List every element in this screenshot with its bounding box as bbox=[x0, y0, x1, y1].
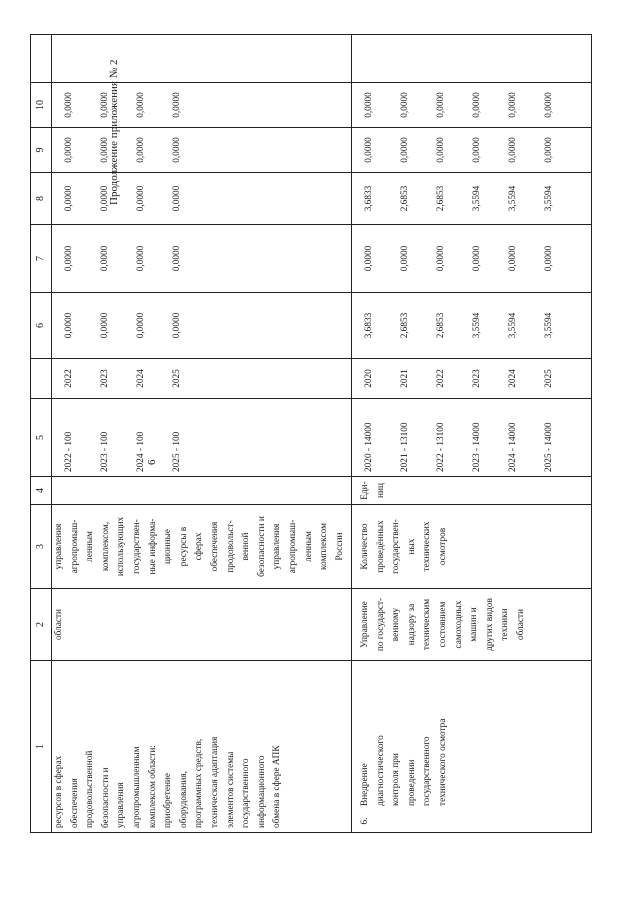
row-number: 6. bbox=[360, 817, 370, 825]
target-values-cell bbox=[52, 399, 352, 477]
page-number: 6 bbox=[146, 459, 158, 465]
header-cell: 3 bbox=[31, 505, 52, 589]
text-line: машин и bbox=[469, 607, 480, 642]
text-line: государствен- bbox=[131, 519, 142, 574]
text-line: государствен- bbox=[391, 519, 402, 574]
text-line: обмена в сфере АПК bbox=[272, 745, 283, 828]
text-line: техники bbox=[500, 608, 511, 641]
text-line: агропромыш- bbox=[287, 519, 298, 574]
text-line: комплексом области: bbox=[147, 745, 158, 828]
amount-value: 3,5594 bbox=[472, 185, 483, 212]
header-cell: 9 bbox=[31, 128, 52, 173]
unit-cell bbox=[352, 477, 592, 505]
text-line: обеспечения bbox=[69, 778, 80, 828]
text-line: техническим bbox=[422, 598, 433, 651]
amount-value: 0,0000 bbox=[64, 245, 75, 272]
text-line: сферах bbox=[194, 532, 205, 561]
amount-value: 0,0000 bbox=[136, 92, 147, 118]
amount-value: 0,0000 bbox=[172, 245, 183, 272]
amount-value: 2,6853 bbox=[436, 185, 447, 212]
amount-value: 0,0000 bbox=[172, 92, 183, 118]
target-value: 2023 - 100 bbox=[100, 431, 111, 472]
text-line: области bbox=[54, 608, 64, 641]
amount-value: 0,0000 bbox=[100, 137, 111, 163]
text-line: технического осмотра bbox=[437, 718, 448, 806]
amount-value: 0,0000 bbox=[508, 92, 519, 118]
amount-value: 0,0000 bbox=[364, 137, 375, 163]
indicator-cell bbox=[352, 505, 592, 589]
text-line: по государст- bbox=[375, 597, 386, 652]
text-line: России bbox=[334, 532, 345, 561]
text-line: комплексом bbox=[319, 523, 330, 570]
year-value: 2025 bbox=[172, 369, 183, 388]
year-value: 2023 bbox=[100, 369, 111, 388]
years-cell bbox=[352, 359, 592, 399]
header-cell: 7 bbox=[31, 225, 52, 293]
amount-value: 0,0000 bbox=[64, 185, 75, 212]
text-line: ционные bbox=[163, 529, 174, 564]
text-line: агропромышленным bbox=[131, 746, 142, 828]
amount-value: 0,0000 bbox=[472, 92, 483, 118]
text-line: Внедрение bbox=[360, 763, 370, 806]
amount-value: 0,0000 bbox=[64, 137, 75, 163]
amount-value: 0,0000 bbox=[364, 92, 375, 118]
text-line: продовольственной bbox=[85, 750, 96, 828]
target-value: 2020 - 14000 bbox=[364, 422, 375, 472]
text-line: области bbox=[515, 608, 526, 641]
target-value: 2022 - 13100 bbox=[436, 422, 447, 472]
year-value: 2024 bbox=[136, 369, 147, 388]
year-value: 2022 bbox=[436, 369, 447, 388]
regional-budget-cell bbox=[352, 173, 592, 225]
text-line: оборудования, bbox=[178, 771, 189, 828]
text-line: государственного bbox=[241, 758, 252, 828]
amount-value: 2,6853 bbox=[400, 312, 411, 339]
amount-value: 0,0000 bbox=[364, 245, 375, 272]
continuation-note: Продолжение приложения № 2 bbox=[108, 59, 120, 205]
unit-cell bbox=[52, 477, 352, 505]
text-line: комплексом, bbox=[100, 521, 111, 572]
amount-value: 0,0000 bbox=[100, 185, 111, 212]
measure-cell bbox=[352, 661, 592, 833]
amount-value: 3,5594 bbox=[544, 312, 555, 339]
indicator-cell bbox=[52, 505, 352, 589]
table-row-continued bbox=[52, 35, 352, 833]
text-line: проведённых bbox=[375, 520, 386, 573]
text-line: технических bbox=[422, 521, 433, 572]
federal-budget-cell bbox=[352, 225, 592, 293]
header-cell: 5 bbox=[31, 399, 52, 477]
amount-value: 0,0000 bbox=[64, 92, 75, 118]
empty-cell bbox=[352, 35, 592, 83]
amount-value: 2,6853 bbox=[436, 312, 447, 339]
table-row-6 bbox=[352, 35, 592, 833]
amount-value: 0,0000 bbox=[436, 92, 447, 118]
target-value: 2023 - 14000 bbox=[472, 422, 483, 472]
target-value: 2025 - 14000 bbox=[544, 422, 555, 472]
years-cell bbox=[52, 359, 352, 399]
year-value: 2025 bbox=[544, 369, 555, 388]
amount-value: 0,0000 bbox=[100, 92, 111, 118]
year-value: 2022 bbox=[64, 369, 75, 388]
text-line: обеспечения bbox=[209, 521, 220, 572]
amount-value: 0,0000 bbox=[508, 245, 519, 272]
local-budget-cell bbox=[52, 128, 352, 173]
header-row bbox=[31, 35, 52, 833]
text-line: управления bbox=[272, 523, 283, 570]
amount-value: 0,0000 bbox=[544, 245, 555, 272]
header-cell: 8 bbox=[31, 173, 52, 225]
text-line: надзору за bbox=[406, 603, 417, 646]
amount-value: 3,5594 bbox=[472, 312, 483, 339]
amount-value: 0,0000 bbox=[100, 312, 111, 339]
header-cell: 2 bbox=[31, 589, 52, 661]
text-line: управления bbox=[116, 782, 127, 828]
target-value: 2021 - 13100 bbox=[400, 422, 411, 472]
text-line: приобретение bbox=[163, 772, 174, 828]
amount-value: 0,0000 bbox=[136, 312, 147, 339]
text-line: Еди- bbox=[360, 481, 370, 500]
amount-value: 0,0000 bbox=[136, 185, 147, 212]
text-line: агропромыш- bbox=[69, 519, 80, 574]
text-line: техническая адаптация bbox=[209, 736, 220, 828]
amount-value: 0,0000 bbox=[136, 245, 147, 272]
amount-value: 0,0000 bbox=[436, 137, 447, 163]
local-budget-cell bbox=[352, 128, 592, 173]
total-cell bbox=[352, 293, 592, 359]
amount-value: 0,0000 bbox=[172, 185, 183, 212]
amount-value: 0,0000 bbox=[436, 245, 447, 272]
amount-value: 0,0000 bbox=[100, 245, 111, 272]
amount-value: 0,0000 bbox=[508, 137, 519, 163]
amount-value: 3,6833 bbox=[364, 312, 375, 339]
target-value: 2022 - 100 bbox=[64, 431, 75, 472]
text-line: проведении bbox=[406, 759, 417, 806]
year-value: 2023 bbox=[472, 369, 483, 388]
header-cell: 4 bbox=[31, 477, 52, 505]
amount-value: 0,0000 bbox=[400, 245, 411, 272]
empty-cell bbox=[52, 35, 352, 83]
header-cell bbox=[31, 359, 52, 399]
amount-value: 2,6853 bbox=[400, 185, 411, 212]
amount-value: 3,6833 bbox=[364, 185, 375, 212]
text-line: ные информа- bbox=[147, 518, 158, 575]
text-line: информационного bbox=[256, 755, 267, 828]
text-line: управления bbox=[54, 523, 64, 570]
amount-value: 0,0000 bbox=[472, 137, 483, 163]
text-line: Количество bbox=[360, 523, 370, 570]
text-line: Управление bbox=[360, 601, 370, 648]
text-line: безопасности и bbox=[100, 767, 111, 828]
text-line: венному bbox=[391, 607, 402, 642]
header-cell: 1 bbox=[31, 661, 52, 833]
amount-value: 0,0000 bbox=[64, 312, 75, 339]
text-line: состоянием bbox=[437, 601, 448, 648]
text-line: программных средств, bbox=[194, 738, 205, 828]
total-cell bbox=[52, 293, 352, 359]
amount-value: 3,5594 bbox=[544, 185, 555, 212]
extra-budget-cell bbox=[52, 83, 352, 128]
text-line: ных bbox=[406, 538, 417, 555]
text-line: осмотров bbox=[437, 527, 448, 566]
amount-value: 0,0000 bbox=[400, 92, 411, 118]
amount-value: 0,0000 bbox=[400, 137, 411, 163]
amount-value: 0,0000 bbox=[544, 137, 555, 163]
text-line: продовольст- bbox=[225, 520, 236, 573]
measure-cell bbox=[52, 661, 352, 833]
text-line: государственного bbox=[422, 736, 433, 806]
program-table bbox=[30, 34, 592, 833]
header-cell: 10 bbox=[31, 83, 52, 128]
text-line: контроля при bbox=[391, 753, 402, 806]
regional-budget-cell bbox=[52, 173, 352, 225]
amount-value: 0,0000 bbox=[172, 312, 183, 339]
text-line: ресурсов в сферах bbox=[54, 755, 64, 828]
amount-value: 0,0000 bbox=[472, 245, 483, 272]
amount-value: 0,0000 bbox=[172, 137, 183, 163]
executor-cell bbox=[352, 589, 592, 661]
text-line: самоходных bbox=[453, 600, 464, 649]
header-cell: 6 bbox=[31, 293, 52, 359]
text-line: ленным bbox=[303, 531, 314, 562]
amount-value: 3,5594 bbox=[508, 185, 519, 212]
amount-value: 3,5594 bbox=[508, 312, 519, 339]
header-cell bbox=[31, 35, 52, 83]
text-line: безопасности и bbox=[256, 516, 267, 577]
amount-value: 0,0000 bbox=[544, 92, 555, 118]
year-value: 2021 bbox=[400, 369, 411, 388]
target-value: 2024 - 14000 bbox=[508, 422, 519, 472]
year-value: 2024 bbox=[508, 369, 519, 388]
text-line: ресурсы в bbox=[178, 526, 189, 567]
federal-budget-cell bbox=[52, 225, 352, 293]
text-line: венной bbox=[241, 532, 252, 561]
text-line: элементов системы bbox=[225, 751, 236, 828]
amount-value: 0,0000 bbox=[136, 137, 147, 163]
text-line: ниц bbox=[375, 483, 386, 498]
text-line: других видов bbox=[484, 598, 495, 651]
target-values-cell bbox=[352, 399, 592, 477]
text-line: ленным bbox=[85, 531, 96, 562]
text-line: использующих bbox=[116, 516, 127, 577]
target-value: 2024 - 100 bbox=[136, 431, 147, 472]
text-line: диагностического bbox=[375, 735, 386, 806]
year-value: 2020 bbox=[364, 369, 375, 388]
executor-cell bbox=[52, 589, 352, 661]
target-value: 2025 - 100 bbox=[172, 431, 183, 472]
extra-budget-cell bbox=[352, 83, 592, 128]
